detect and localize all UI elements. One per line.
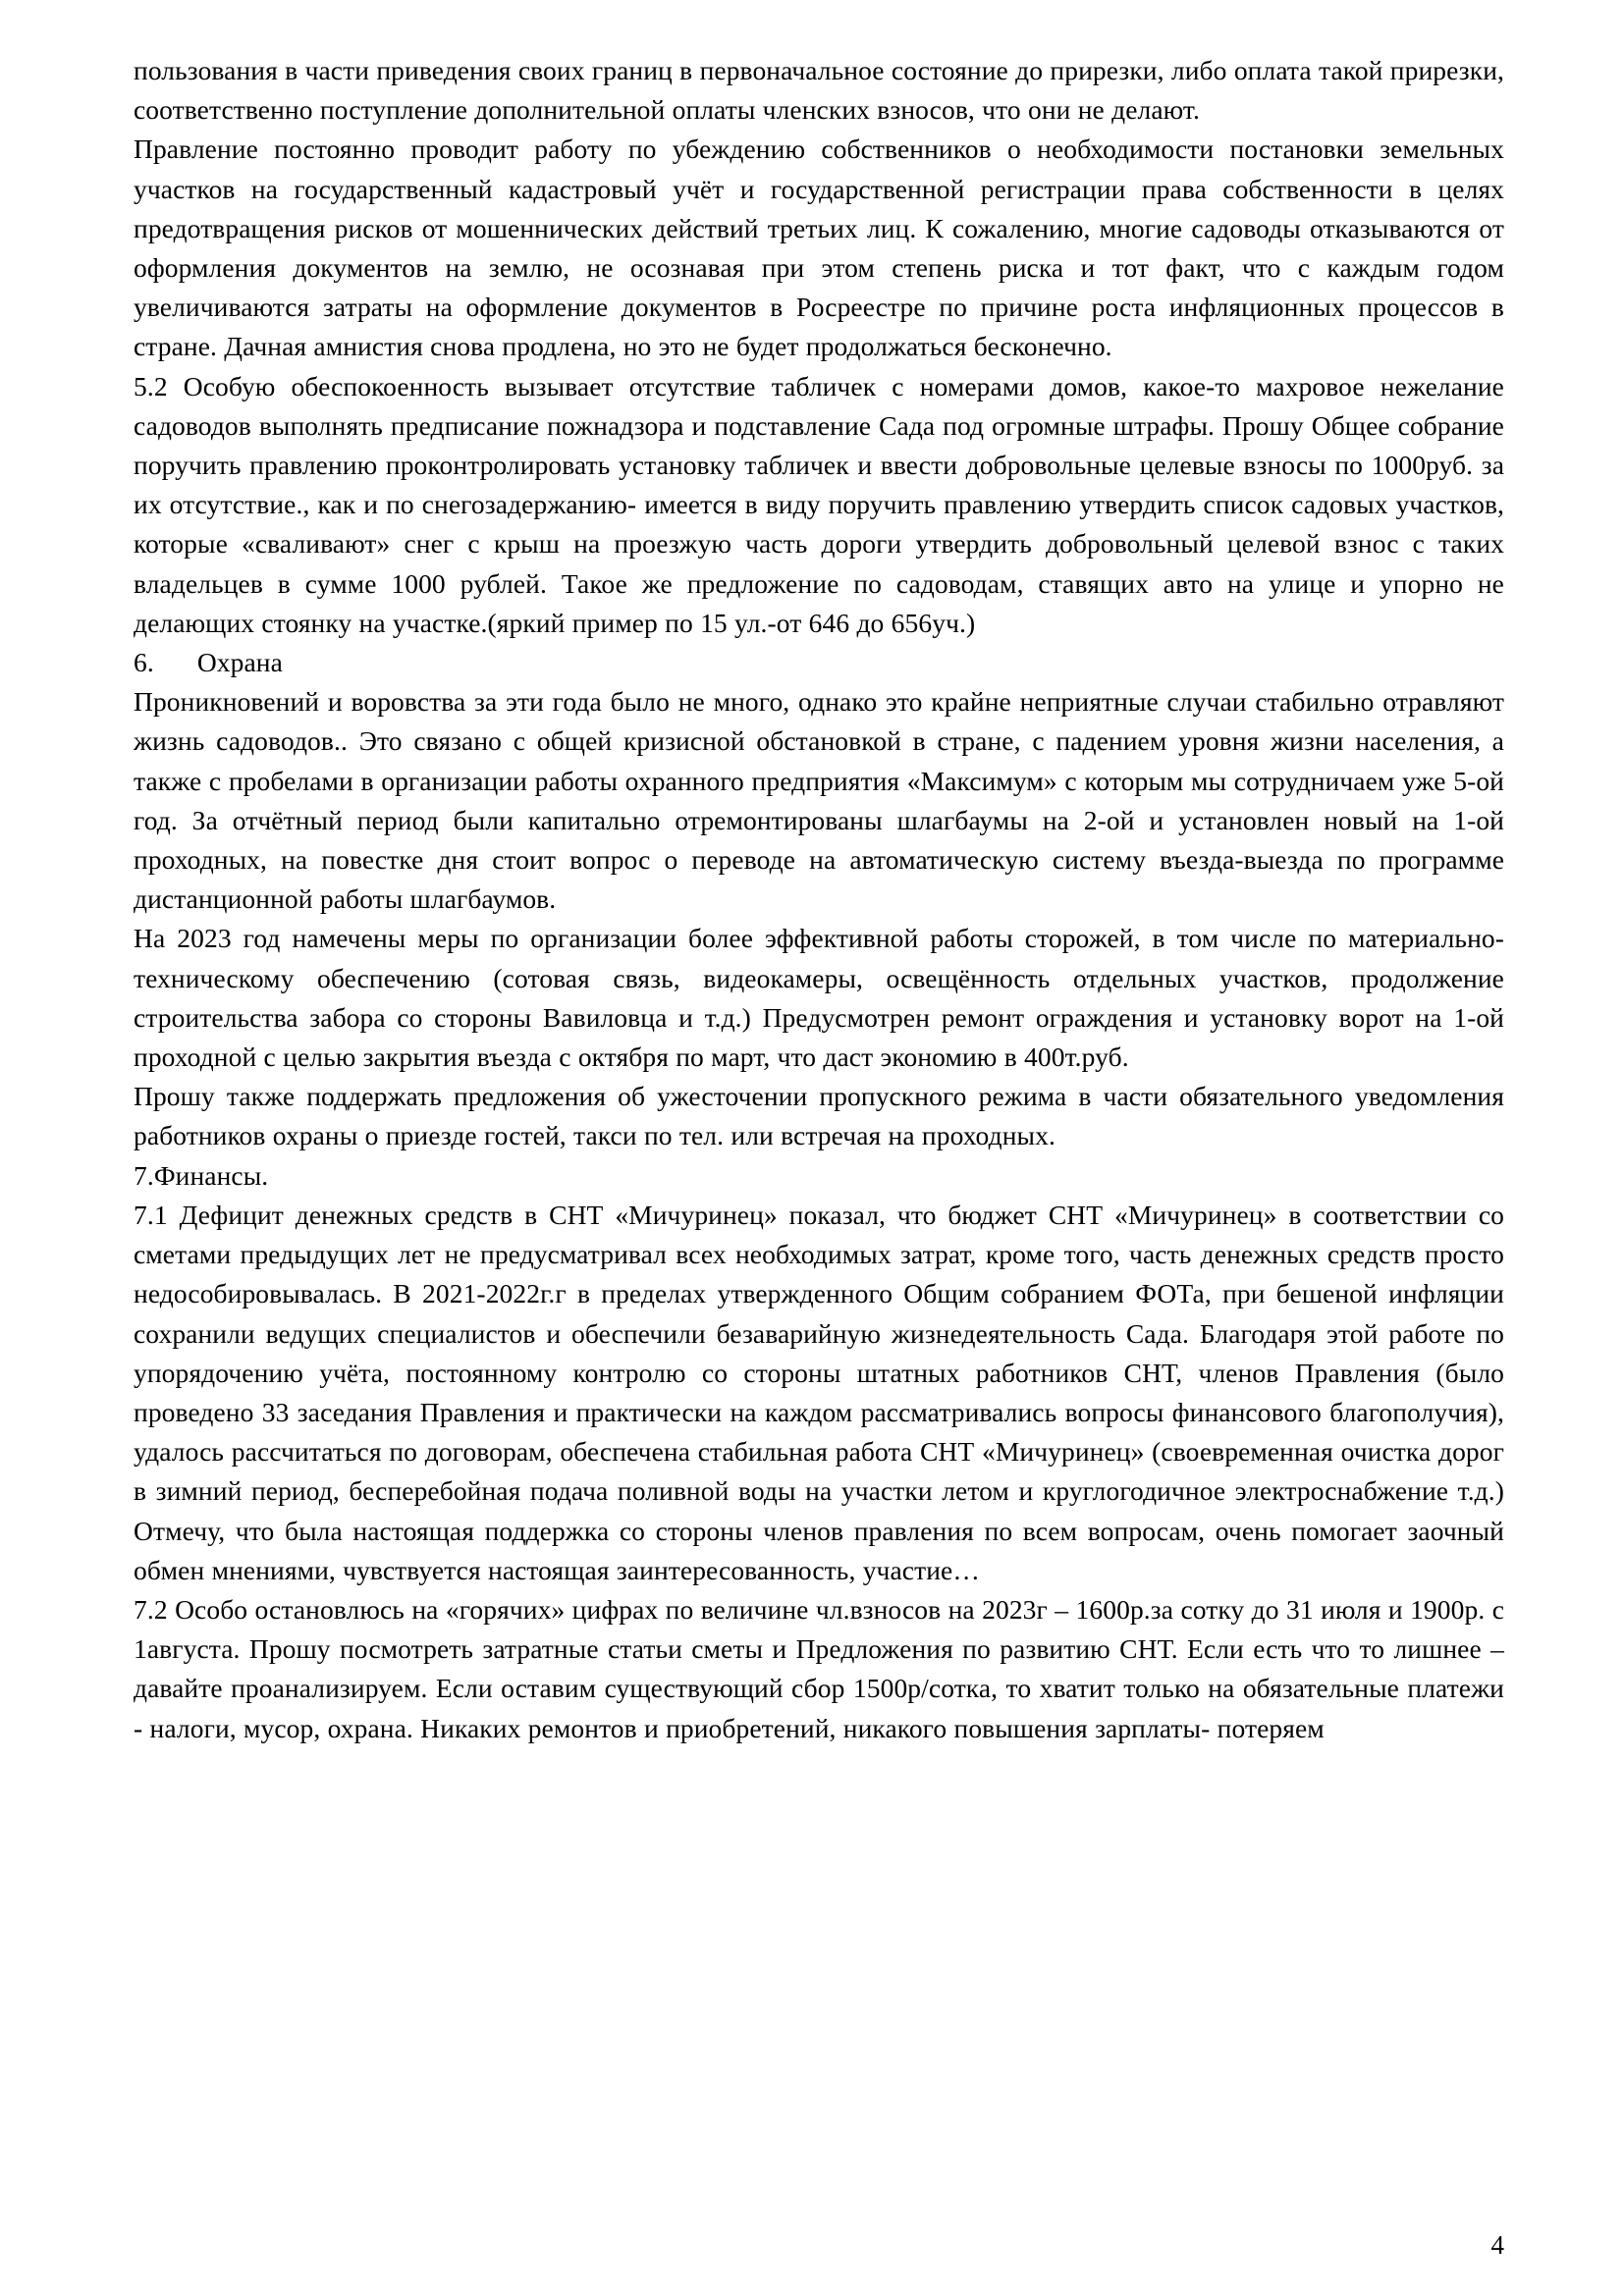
paragraph-security-2: На 2023 год намечены меры по организации более эффективной работы сторожей, в том числе по материально-техническому обеспечению (сотовая связь, видеокамеры, освещённость отдельных участков, продолжение строительства забора со стороны Вавиловца и т.д.) Предусмотрен ремонт ограждения и установку ворот на 1-ой проходной с целью закрытия въезда с октября по март, что даст экономию в 400т.руб. — [134, 923, 1504, 1073]
heading-section-6-security — [134, 643, 1504, 682]
section-6-label: Охрана — [196, 647, 283, 678]
paragraph-5-2: 5.2 Особую обеспокоенность вызывает отсутствие табличек с номерами домов, какое-то махровое нежелание садоводов выполнять предписание пожнадзора и подставление Сада под огромные штрафы. Прошу Общее собрание поручить правлению проконтролировать установку табличек и ввести добровольные целевые взносы по 1000руб. за их отсутствие., как и по снегозадержанию- имеется в виду поручить правлению утвердить список садовых участков, которые «сваливают» снег с крыш на проезжую часть дороги утвердить добровольный целевой взнос с таких владельцев в сумме 1000 рублей. Такое же предложение по садоводам, ставящих авто на улице и упорно не делающих стоянку на участке.(яркий пример по 15 ул.-от 646 до 656уч.) — [134, 370, 1504, 638]
paragraph-security-3: Прошу также поддержать предложения об ужесточении пропускного режима в части обязательного уведомления работников охраны о приезде гостей, такси по тел. или встречая на проходных. — [134, 1081, 1504, 1151]
paragraph-security-1: Проникновений и воровства за эти года было не много, однако это крайне неприятные случаи стабильно отравляют жизнь садоводов.. Это связано с общей кризисной обстановкой в стране, с падением уровня жизни населения, а также с пробелами в организации работы охранного предприятия «Максимум» с которым мы сотрудничаем уже 5-ой год. За отчётный период были капитально отремонтированы шлагбаумы на 2-ой и установлен новый на 1-ой проходных, на повестке дня стоит вопрос о переводе на автоматическую систему въезда-выезда по программе дистанционной работы шлагбаумов. — [134, 686, 1504, 915]
section-6-number: 6. — [134, 647, 154, 678]
paragraph-continued-top: пользования в части приведения своих границ в первоначальное состояние до прирезки, либо оплата такой прирезки, соответственно поступление дополнительной оплаты членских взносов, что они не делают. — [134, 55, 1504, 126]
paragraph-7-2: 7.2 Особо остановлюсь на «горячих» цифрах по величине чл.взносов на 2023г – 1600р.за сотку до 31 июля и 1900р. с 1августа. Прошу посмотреть затратные статьи сметы и Предложения по развитию СНТ. Если есть что то лишнее – давайте проанализируем. Если оставим существующий сбор 1500р/сотка, то хватит только на обязательные платежи - налоги, мусор, охрана. Никаких ремонтов и приобретений, никакого повышения зарплаты- потеряем — [134, 1593, 1504, 1743]
paragraph-board-work: Правление постоянно проводит работу по убеждению собственников о необходимости постановки земельных участков на государственный кадастровый учёт и государственной регистрации права собственности в целях предотвращения рисков от мошеннических действий третьих лиц. К сожалению, многие садоводы отказываются от оформления документов на землю, не осознавая при этом степень риска и тот факт, что с каждым годом увеличиваются затраты на оформление документов в Росреестре по причине роста инфляционных процессов в стране. Дачная амнистия снова продлена, но это не будет продолжаться бесконечно. — [134, 133, 1504, 362]
heading-section-7-finance: 7.Финансы. — [134, 1159, 269, 1191]
page-number: 4 — [1490, 2230, 1504, 2260]
document-body — [134, 51, 1504, 1748]
paragraph-7-1: 7.1 Дефицит денежных средств в СНТ «Мичуринец» показал, что бюджет СНТ «Мичуринец» в соответствии со сметами предыдущих лет не предусматривал всех необходимых затрат, кроме того, часть денежных средств просто недособировывалась. В 2021-2022г.г в пределах утвержденного Общим собранием ФОТа, при бешеной инфляции сохранили ведущих специалистов и обеспечили безаварийную жизнедеятельность Сада. Благодаря этой работе по упорядочению учёта, постоянному контролю со стороны штатных работников СНТ, членов Правления (было проведено 33 заседания Правления и практически на каждом рассматривались вопросы финансового благополучия), удалось рассчитаться по договорам, обеспечена стабильная работа СНТ «Мичуринец» (своевременная очистка дорог в зимний период, бесперебойная подача поливной воды на участки летом и круглогодичное электроснабжение т.д.) Отмечу, что была настоящая поддержка со стороны членов правления по всем вопросам, очень помогает заочный обмен мнениями, чувствуется настоящая заинтересованность, участие… — [134, 1199, 1504, 1585]
